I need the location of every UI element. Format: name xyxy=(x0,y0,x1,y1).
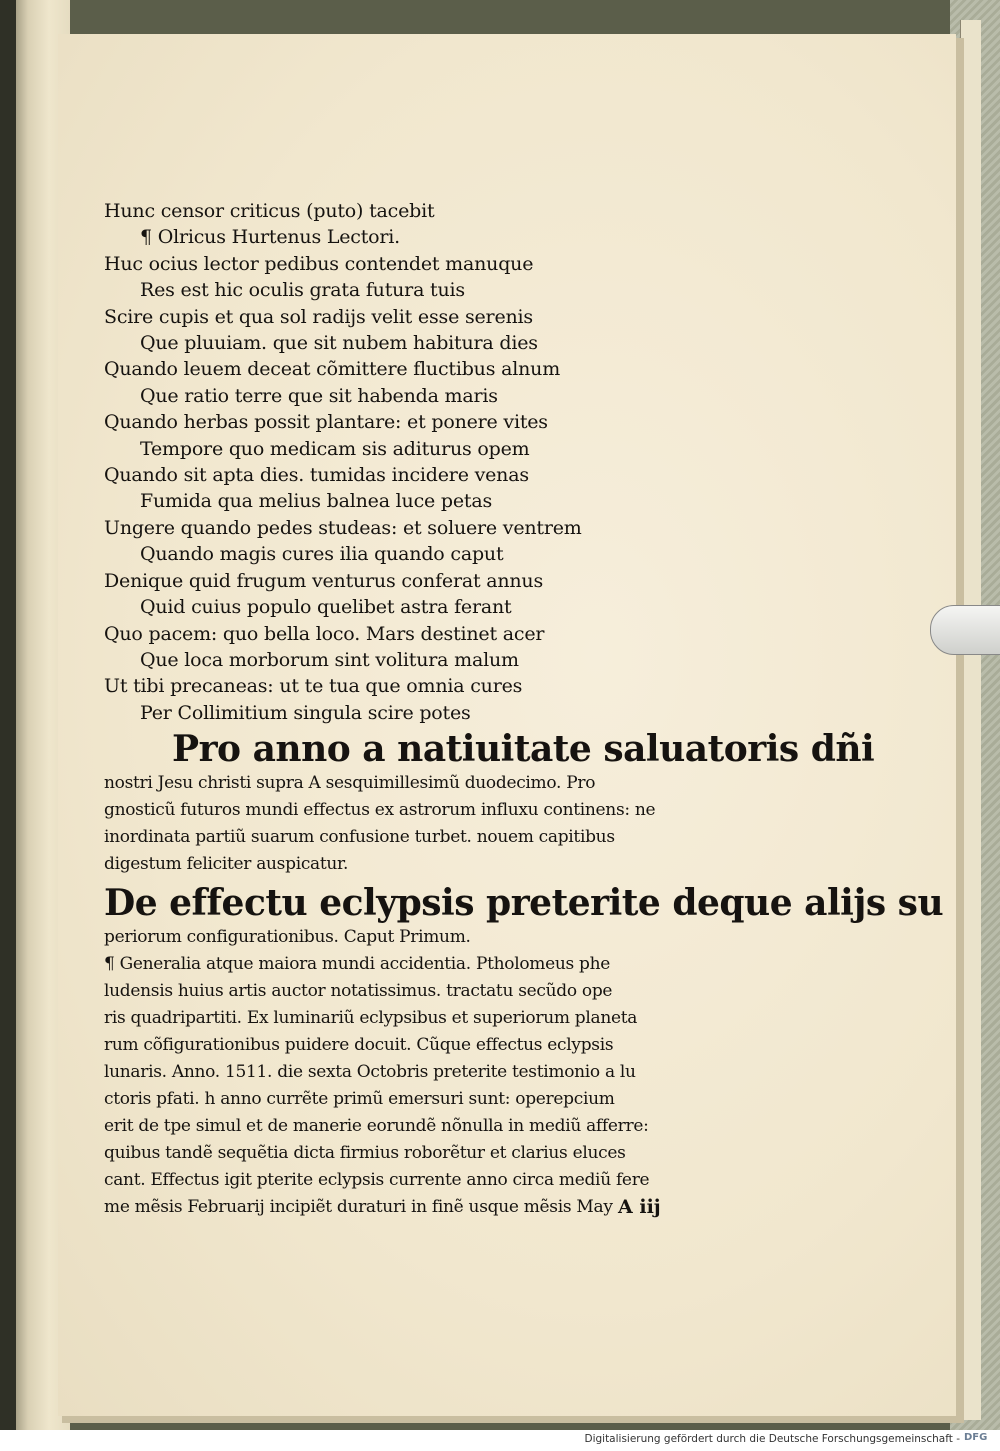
intro-paragraph xyxy=(104,770,784,878)
body-line: ¶ Generalia atque maiora mundi accidentia. Ptholomeus phe xyxy=(104,954,611,975)
verse-line: Quando leuem deceat cõmittere fluctibus alnum xyxy=(104,358,561,381)
verse-line: Denique quid frugum venturus conferat annus xyxy=(104,569,544,592)
verse-line: Que ratio terre que sit habenda maris xyxy=(140,384,498,407)
chapter-body xyxy=(104,924,784,1221)
verse-line: Per Collimitium singula scire potes xyxy=(140,701,471,724)
body-line: me mẽsis Februarij incipiẽt duraturi in finẽ usque mẽsis May xyxy=(104,1197,613,1218)
page-text xyxy=(104,198,944,1221)
intro-line: nostri Jesu christi supra A sesquimillesimũ duodecimo. Pro xyxy=(104,773,596,794)
book-spine xyxy=(0,0,16,1430)
chapter-heading: De effectu eclypsis preterite deque alijs su xyxy=(104,882,944,925)
page-marker-tab xyxy=(930,605,1000,655)
verse-line: Scire cupis et qua sol radijs velit esse serenis xyxy=(104,305,533,328)
dfg-logo: DFG xyxy=(964,1432,988,1443)
intro-line: gnosticũ futuros mundi effectus ex astrorum influxu continens: ne xyxy=(104,800,656,821)
verse-line: Quando sit apta dies. tumidas incidere venas xyxy=(104,464,529,487)
intro-line: digestum feliciter auspicatur. xyxy=(104,854,349,875)
verse-line: Fumida qua melius balnea luce petas xyxy=(140,490,493,513)
verse-line: Que pluuiam. que sit nubem habitura dies xyxy=(140,332,538,355)
body-line: lunaris. Anno. 1511. die sexta Octobris preterite testimonio a lu xyxy=(104,1062,636,1083)
body-line: ludensis huius artis auctor notatissimus. tractatu secũdo ope xyxy=(104,981,613,1002)
body-line: periorum configurationibus. Caput Primum. xyxy=(104,927,471,948)
signature-mark: A iij xyxy=(618,1196,661,1218)
body-line: ris quadripartiti. Ex luminariũ eclypsibus et superiorum planeta xyxy=(104,1008,638,1029)
body-line: quibus tandẽ sequẽtia dicta firmius roborẽtur et clarius eluces xyxy=(104,1143,626,1164)
verse-line: Quid cuius populo quelibet astra ferant xyxy=(140,596,512,619)
footer-credit: Digitalisierung gefördert durch die Deutsche Forschungsgemeinschaft - xyxy=(584,1433,960,1445)
verse-line: Quando herbas possit plantare: et ponere vites xyxy=(104,411,548,434)
body-line: cant. Effectus igit pterite eclypsis currente anno circa mediũ fere xyxy=(104,1170,650,1191)
body-line: erit de tpe simul et de manerie eorundẽ nõnulla in mediũ afferre: xyxy=(104,1116,649,1137)
verse-line: Tempore quo medicam sis aditurus opem xyxy=(140,437,530,460)
verse-line: Res est hic oculis grata futura tuis xyxy=(140,279,465,302)
intro-line: inordinata partiũ suarum confusione turbet. nouem capitibus xyxy=(104,827,615,848)
verse-line: Quo pacem: quo bella loco. Mars destinet acer xyxy=(104,622,545,645)
title-heading: Pro anno a natiuitate saluatoris dñi xyxy=(172,728,875,771)
verse-block xyxy=(104,198,784,726)
verse-line: Ut tibi precaneas: ut te tua que omnia cures xyxy=(104,675,523,698)
verse-line: Hunc censor criticus (puto) tacebit xyxy=(104,200,435,222)
body-line: rum cõfigurationibus puidere docuit. Cũque effectus eclypsis xyxy=(104,1035,614,1056)
verse-line: Huc ocius lector pedibus contendet manuque xyxy=(104,252,534,275)
verse-line: Ungere quando pedes studeas: et soluere ventrem xyxy=(104,516,582,539)
verse-line: Quando magis cures ilia quando caput xyxy=(140,543,504,566)
body-line: ctoris pfati. h anno currẽte primũ emersuri sunt: operepcium xyxy=(104,1089,615,1110)
verse-line: ¶ Olricus Hurtenus Lectori. xyxy=(140,226,401,249)
verse-line: Que loca morborum sint volitura malum xyxy=(140,648,519,671)
